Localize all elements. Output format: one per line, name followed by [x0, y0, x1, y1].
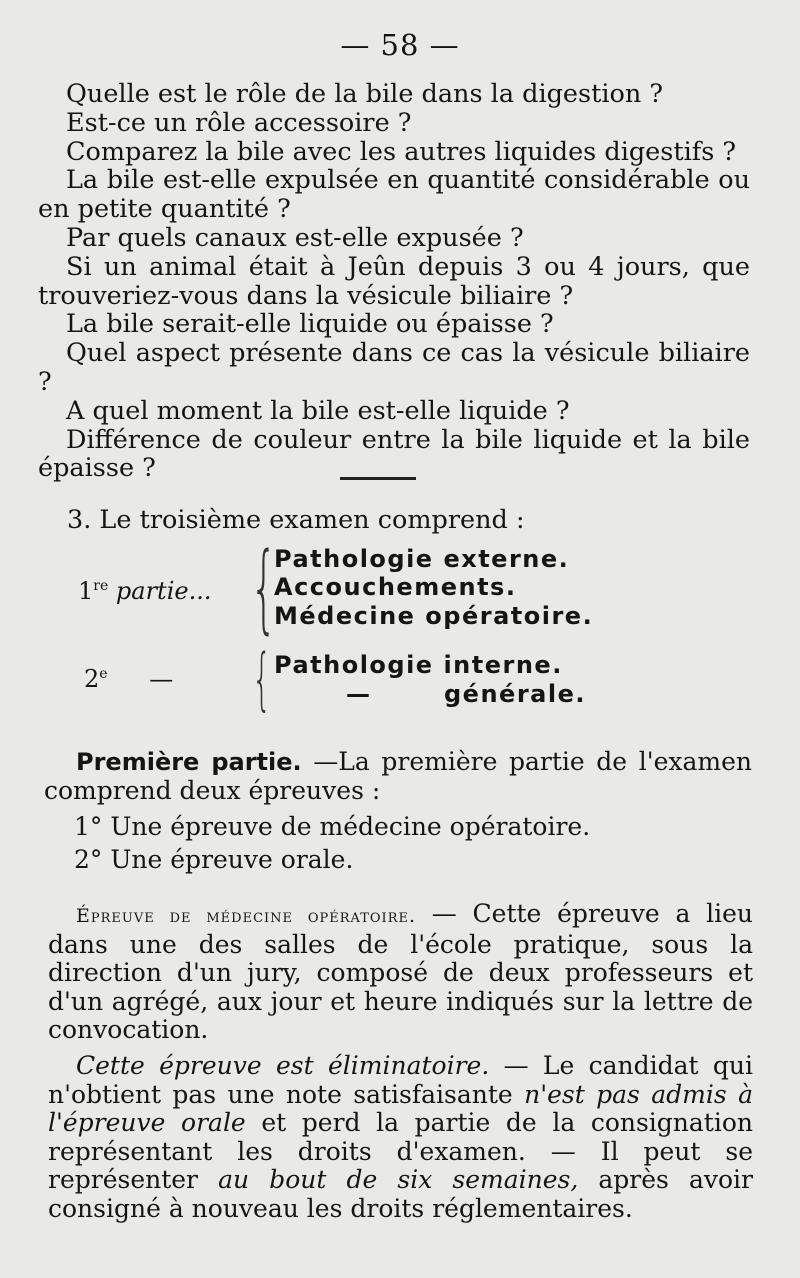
part2-dash: —	[149, 665, 174, 693]
part1-num: 1	[78, 577, 94, 605]
final-text-2: et perd la partie de la consignation représentant les droits d'examen. — Il peut se représenter	[48, 1108, 753, 1194]
premiere-text: —La première partie de l'examen comprend deux épreuves :	[44, 747, 752, 805]
final-italic-3: au bout de six semaines,	[218, 1165, 579, 1194]
part2-item-3: générale.	[444, 680, 586, 708]
final-italic-1: Cette épreuve est éliminatoire.	[76, 1051, 490, 1080]
part1-item-2: Accouchements.	[274, 573, 517, 601]
question-2: Est-ce un rôle accessoire ?	[66, 107, 412, 138]
page-number: — 58 —	[340, 28, 460, 62]
question-6: Si un animal était à Jeûn depuis 3 ou 4 jours, que trouveriez-vous dans la vésicule biliaire ?	[38, 251, 750, 311]
question-8: Quel aspect présente dans ce cas la vésicule biliaire ?	[38, 338, 750, 397]
epreuve-title: Épreuve de médecine opératoire.	[76, 905, 417, 927]
premiere-item-2: 2° Une épreuve orale.	[74, 845, 354, 874]
final-italic-2: n'est pas admis à l'épreuve orale	[48, 1079, 753, 1137]
part2-label	[84, 665, 173, 693]
premiere-partie	[44, 748, 752, 805]
part2-sup: e	[99, 666, 108, 682]
question-9: A quel moment la bile est-elle liquide ?	[66, 395, 570, 426]
premiere-item-1: 1° Une épreuve de médecine opératoire.	[74, 812, 591, 841]
question-list	[38, 80, 750, 483]
premiere-title: Première partie.	[76, 748, 302, 776]
brace-icon: {	[250, 532, 278, 644]
part1-label	[78, 577, 211, 605]
question-10: Différence de couleur entre la bile liquide et la bile épaisse ?	[38, 424, 750, 484]
part2-item-1: Pathologie interne.	[274, 651, 563, 679]
section-divider	[340, 477, 416, 480]
epreuve-text: — Cette épreuve a lieu dans une des salles de l'école pratique, sous la direction d'un jury, composé de deux professeurs et d'un agrégé, aux jour et heure indiqués sur la lettre de convocation.	[48, 899, 753, 1044]
question-7: La bile serait-elle liquide ou épaisse ?	[66, 309, 554, 340]
question-5: Par quels canaux est-elle expusée ?	[66, 222, 524, 253]
brace-icon: {	[252, 640, 272, 719]
section-3-intro: 3. Le troisième examen comprend :	[67, 505, 525, 535]
final-text-1: — Le candidat qui n'obtient pas une note satisfaisante	[48, 1051, 753, 1109]
question-1: Quelle est le rôle de la bile dans la digestion ?	[66, 79, 664, 109]
part1-sup: re	[93, 578, 109, 594]
question-4: La bile est-elle expulsée en quantité considérable ou en petite quantité ?	[38, 165, 750, 225]
part1-item-1: Pathologie externe.	[274, 545, 570, 573]
part2-num: 2	[84, 665, 100, 693]
part1-text: partie...	[115, 577, 212, 605]
part1-item-3: Médecine opératoire.	[274, 602, 594, 630]
final-text-3: après avoir consigné à nouveau les droits réglementaires.	[48, 1165, 754, 1223]
epreuve-paragraph	[48, 900, 753, 1045]
final-paragraph	[48, 1052, 753, 1223]
part2-item-2: —	[346, 680, 372, 708]
question-3: Comparez la bile avec les autres liquides digestifs ?	[66, 136, 737, 167]
